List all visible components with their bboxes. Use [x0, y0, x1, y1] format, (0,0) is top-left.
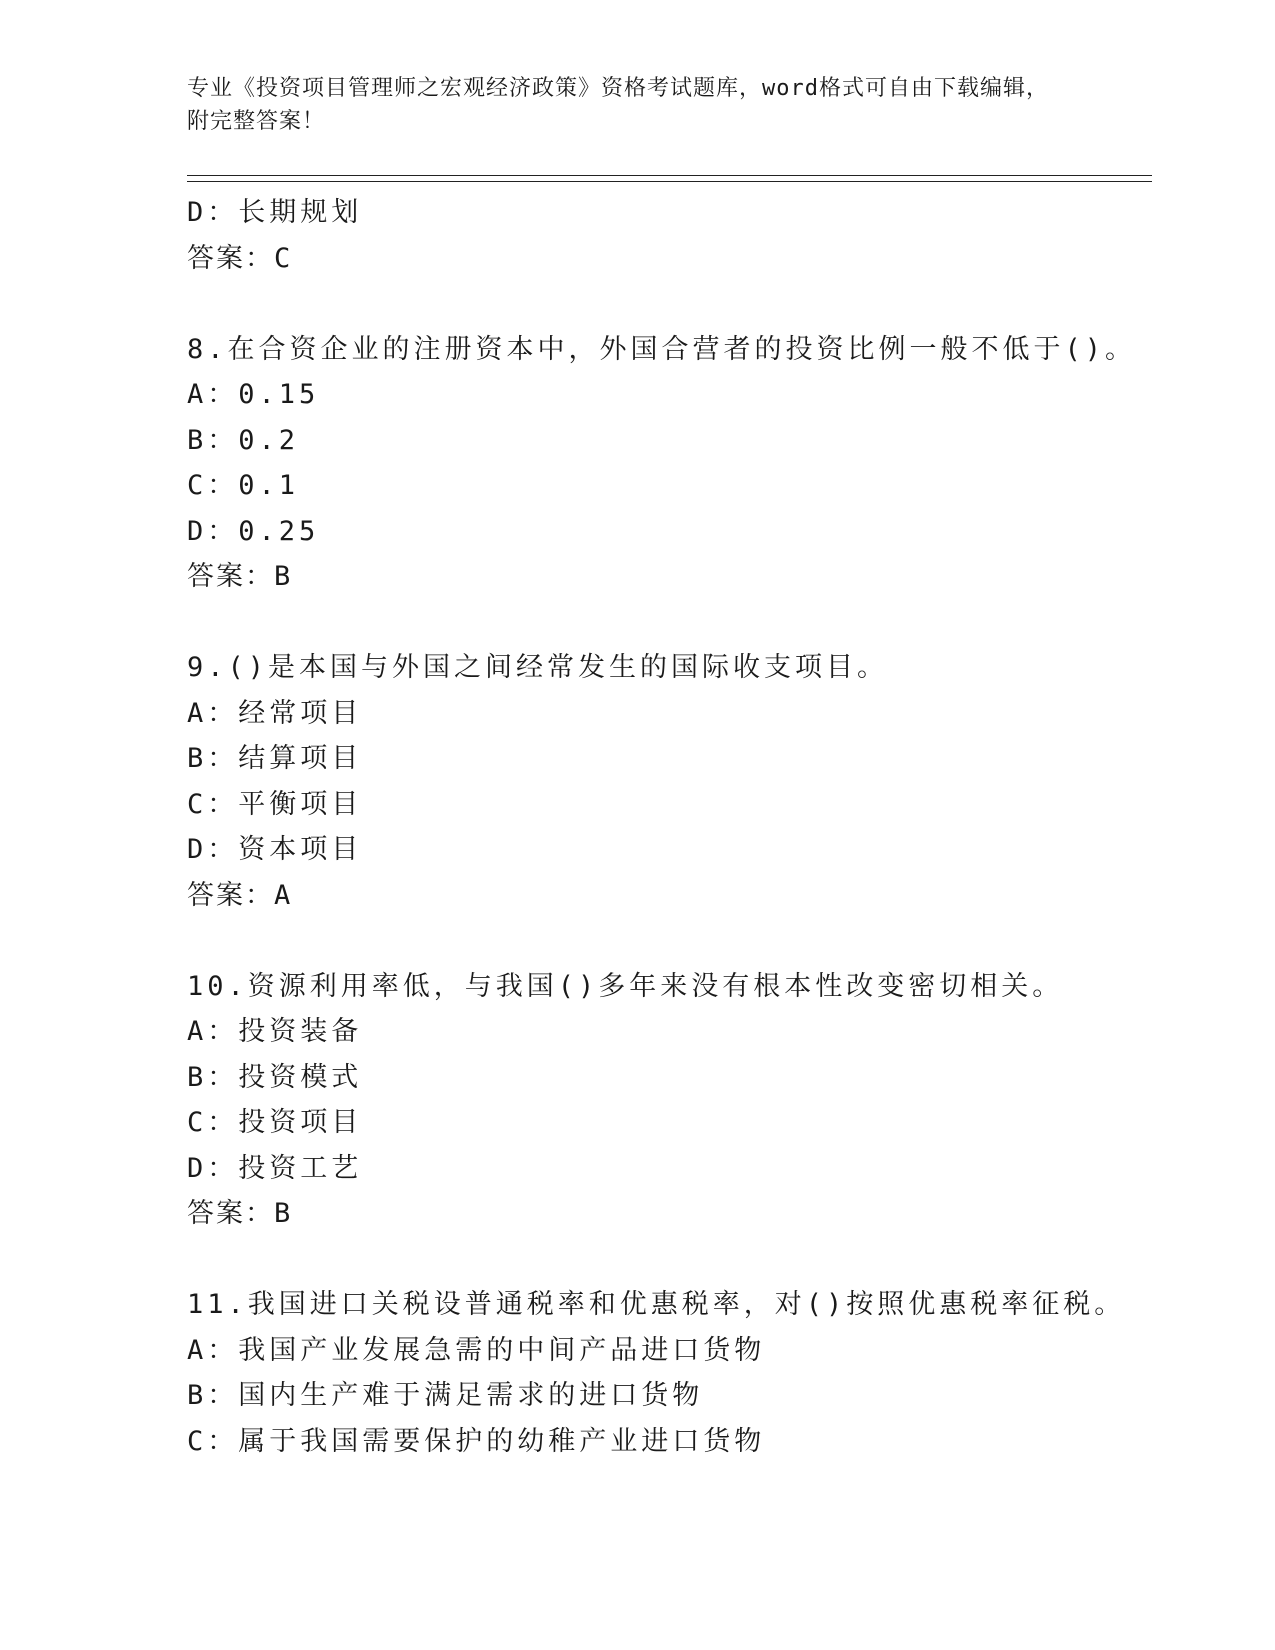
option-b: B：0.2	[187, 424, 300, 456]
question-stem: 11.我国进口关税设普通税率和优惠税率，对()按照优惠税率征税。	[187, 1289, 1126, 1320]
question-stem: 10.资源利用率低，与我国()多年来没有根本性改变密切相关。	[187, 970, 1064, 1002]
answer: 答案：B	[187, 1198, 293, 1229]
question-stem: 8.在合资企业的注册资本中，外国合营者的投资比例一般不低于()。	[187, 333, 1137, 365]
option-d: D：资本项目	[187, 834, 363, 865]
spacer	[187, 1237, 1147, 1283]
answer: 答案：B	[187, 561, 293, 592]
option-d: D：0.25	[187, 515, 320, 547]
header-text: 专业《投资项目管理师之宏观经济政策》资格考试题库，word格式可自由下载编辑，附完整答案！	[187, 76, 1049, 134]
header-rule-bottom	[187, 181, 1152, 182]
option-d: D：投资工艺	[187, 1152, 363, 1184]
option-c: C：属于我国需要保护的幼稚产业进口货物	[187, 1425, 766, 1457]
answer: 答案：C	[187, 242, 293, 274]
answer: 答案：A	[187, 879, 293, 911]
option-a: A：经常项目	[187, 697, 363, 729]
option-c: C：0.1	[187, 470, 300, 501]
option-c: C：平衡项目	[187, 788, 363, 820]
option-b: B：国内生产难于满足需求的进口货物	[187, 1380, 704, 1411]
option-a: A：0.15	[187, 379, 320, 410]
option-c: C：投资项目	[187, 1107, 363, 1138]
question-list	[187, 190, 1147, 1464]
spacer	[187, 281, 1147, 327]
header-rule-top	[187, 175, 1152, 176]
option-d: D：长期规划	[187, 197, 363, 228]
spacer	[187, 600, 1147, 646]
option-b: B：结算项目	[187, 743, 363, 774]
document-header	[187, 72, 1067, 138]
option-a: A：我国产业发展急需的中间产品进口货物	[187, 1334, 766, 1366]
spacer	[187, 918, 1147, 964]
option-a: A：投资装备	[187, 1016, 363, 1047]
option-b: B：投资模式	[187, 1061, 363, 1093]
question-stem: 9.()是本国与外国之间经常发生的国际收支项目。	[187, 652, 889, 683]
